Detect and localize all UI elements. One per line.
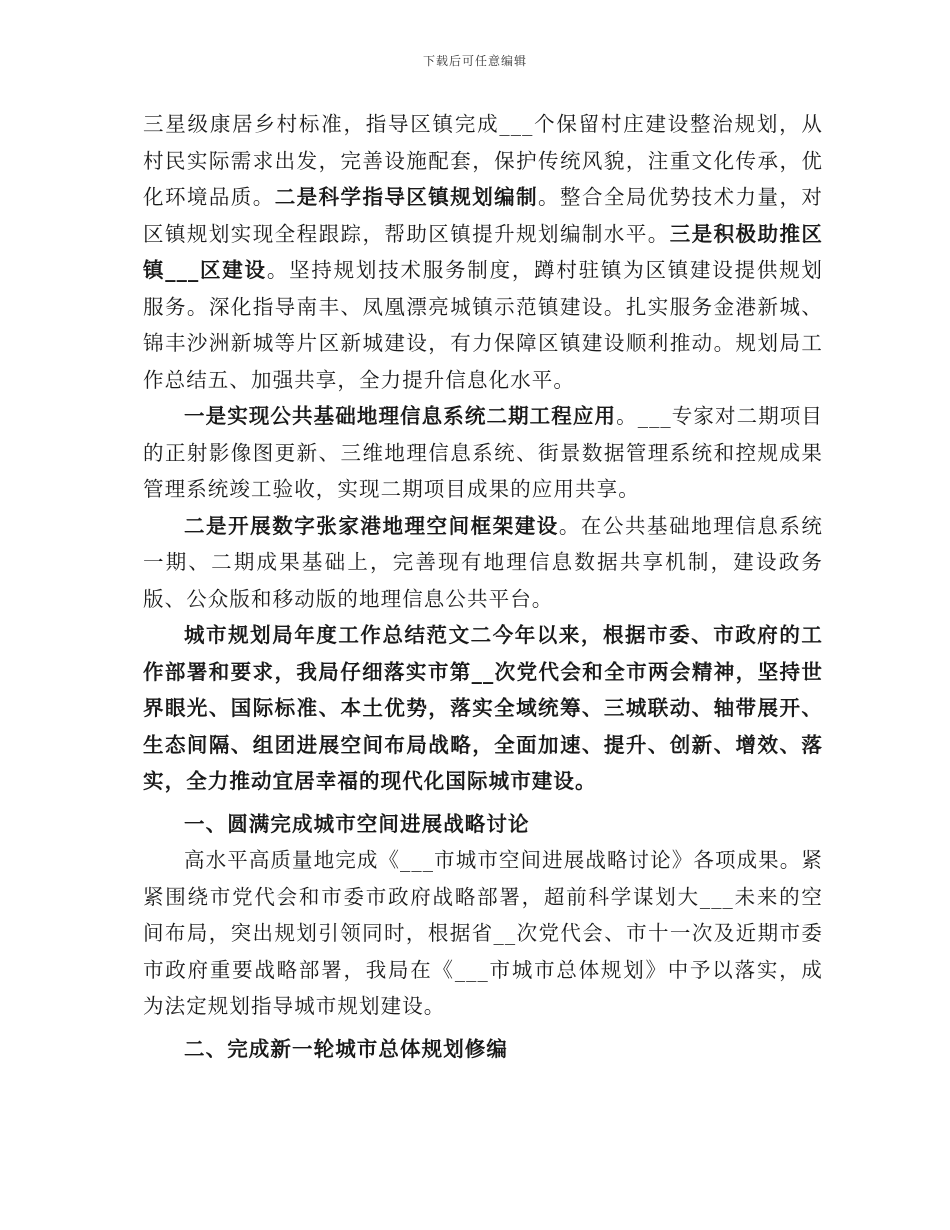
text-segment: 。___专家对二期项目的正射影像图更新、三维地理信息系统、街景数据管理系统和控规成果管理系统竣工验收，实现二期项目成果的应用共享。	[143, 404, 823, 501]
text-segment: 。在公共基础地理信息系统一期、二期成果基础上，完善现有地理信息数据共享机制，建设政务版、公众版和移动版的地理信息公共平台。	[143, 513, 824, 611]
bold-lead-text: 三是积极助推区镇___区建设	[143, 221, 823, 282]
paragraph-1	[143, 106, 823, 398]
section-heading-2: 二、完成新一轮城市总体规划修编	[184, 1036, 508, 1061]
bold-lead-text: 一是实现公共基础地理信息系统二期工程应用	[184, 404, 617, 428]
bold-paragraph-text: 城市规划局年度工作总结范文二今年以来，根据市委、市政府的工作部署和要求，我局仔细落实市第__次党代会和全市两会精神，坚持世界眼光、国际标准、本土优势，落实全域统筹、三城联动、轴带展开、生态间隔、组团进展空间布局战略，全面加速、提升、创新、增效、落实，全力推动宜居幸福的现代化国际城市建设。	[143, 623, 823, 793]
text-segment: 。整合全局优势技术力量，对区镇规划实现全程跟踪，帮助区镇提升规划编制水平。	[143, 185, 823, 246]
paragraph-3	[143, 508, 823, 618]
paragraph-4	[143, 617, 823, 800]
text-segment: 。坚持规划技术服务制度，蹲村驻镇为区镇建设提供规划服务。深化指导南丰、凤凰漂亮城镇示范镇建设。扎实服务金港新城、锦丰沙洲新城等片区新城建设，有力保障区镇建设顺利推动。规划局工作总结五、加强共享，全力提升信息化水平。	[143, 258, 824, 392]
text-segment: 三星级康居乡村标准，指导区镇完成___个保留村庄建设整治规划，从村民实际需求出发，完善设施配套，保护传统风貌，注重文化传承，优化环境品质。	[143, 112, 823, 209]
bold-lead-text: 二是科学指导区镇规划编制	[274, 185, 539, 209]
document-body	[143, 106, 823, 1067]
text-segment: 高水平高质量地完成《___市城市空间进展战略讨论》各项成果。紧紧围绕市党代会和市委市政府战略部署，超前科学谋划大___未来的空间布局，突出规划引领同时，根据省__次党代会、市十一次及近期市委市政府重要战略部署，我局在《___市城市总体规划》中予以落实，成为法定规划指导城市规划建设。	[143, 848, 823, 1018]
page-header-note: 下载后可任意编辑	[422, 54, 527, 68]
paragraph-5	[143, 842, 823, 1025]
section-heading-1: 一、圆满完成城市空间进展战略讨论	[184, 811, 530, 836]
bold-lead-text: 二是开展数字张家港地理空间框架建设	[184, 513, 559, 538]
paragraph-2	[143, 398, 823, 508]
